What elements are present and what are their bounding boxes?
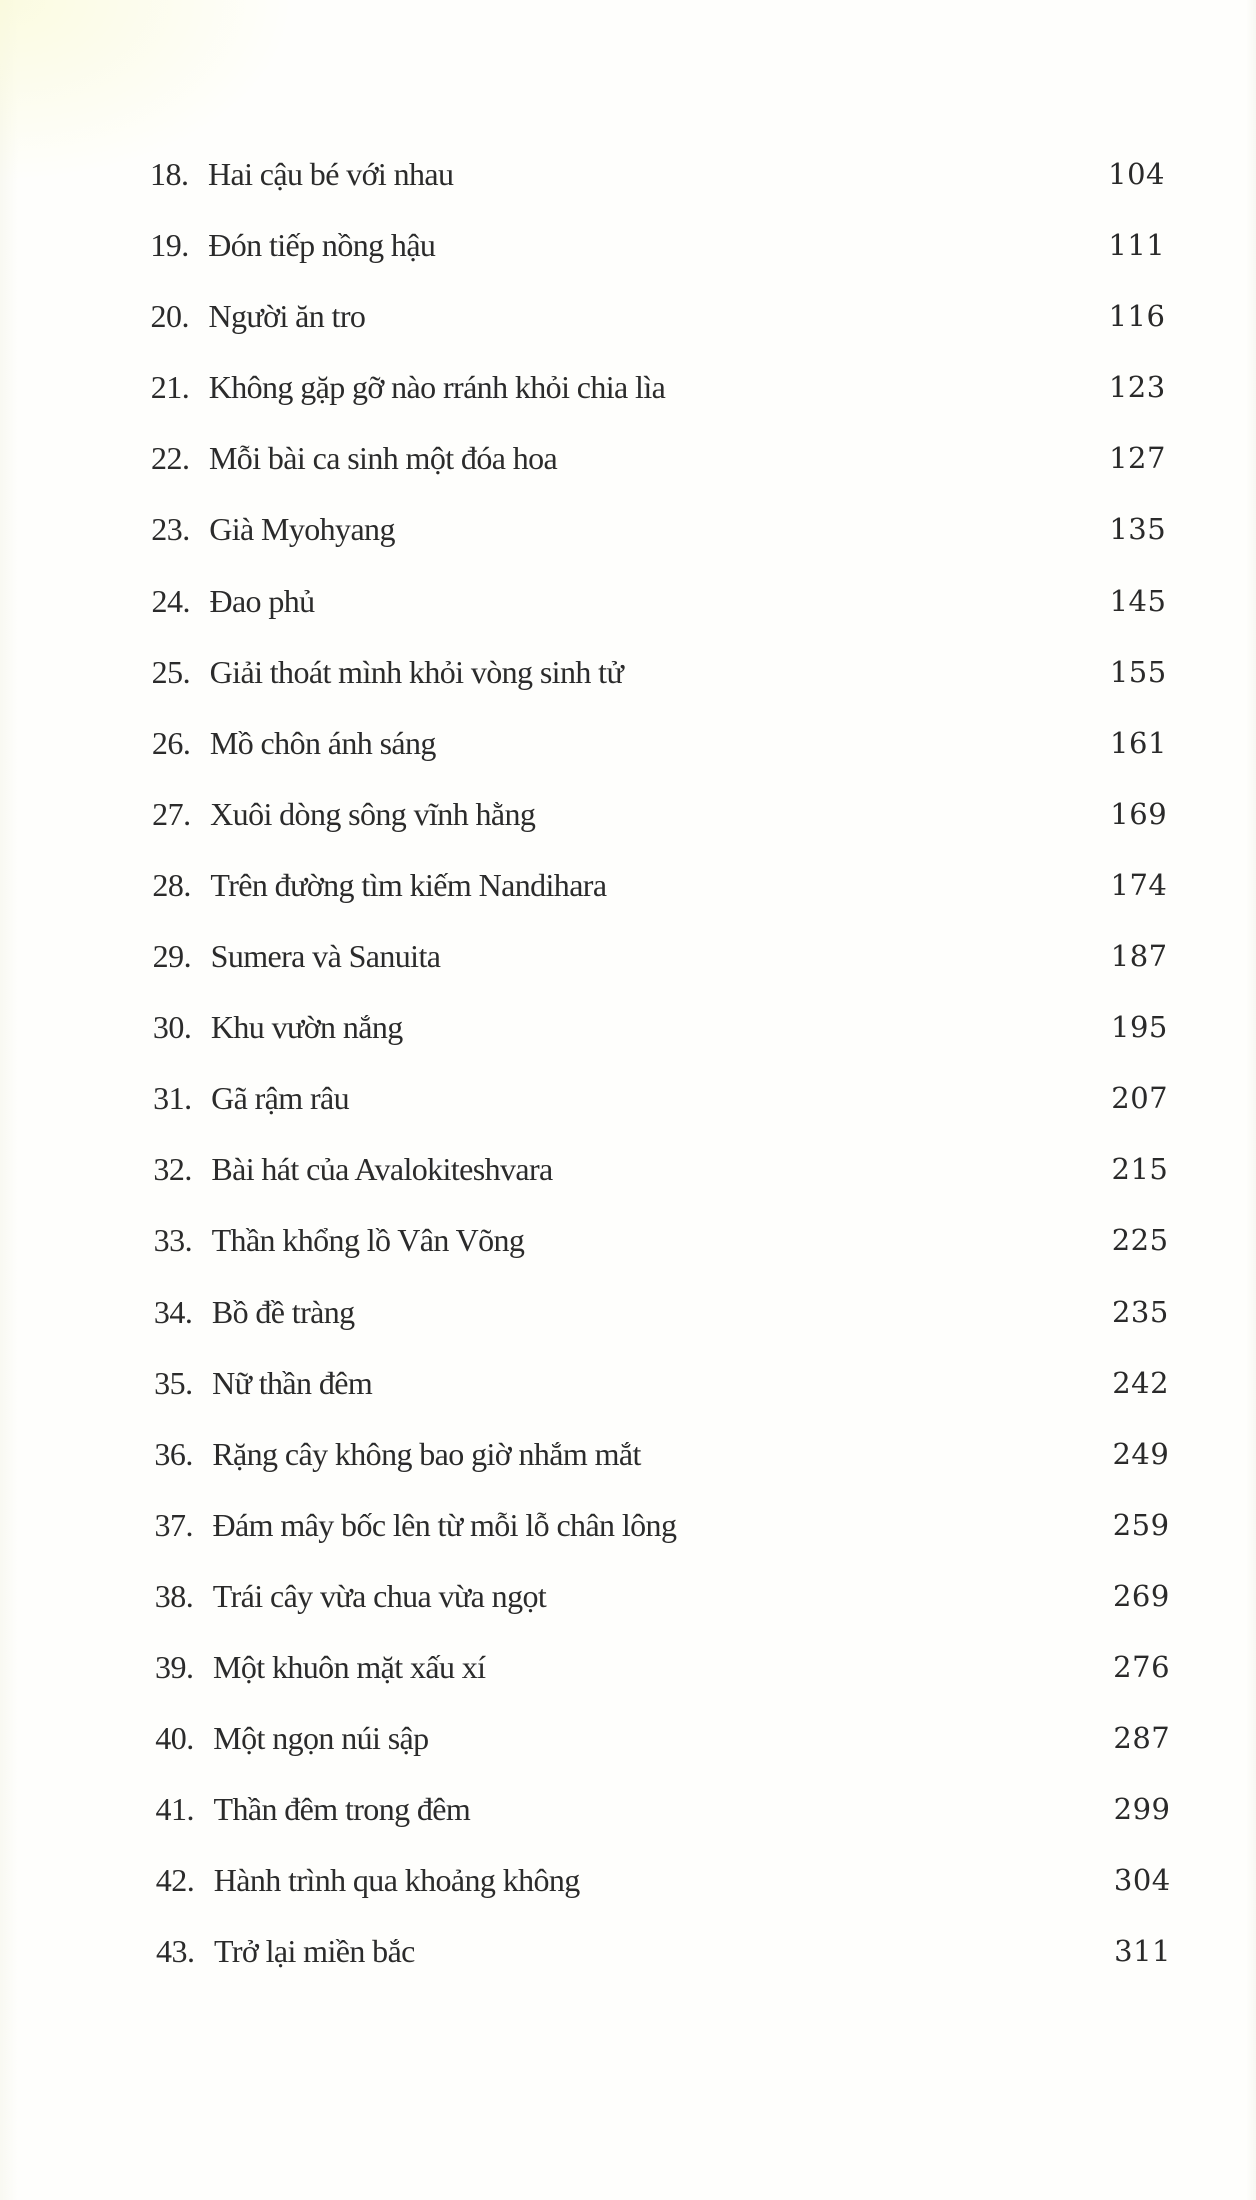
chapter-number: 27. [152, 795, 191, 832]
page-number: 116 [1108, 299, 1166, 334]
toc-entry [154, 1216, 1169, 1287]
chapter-number: 37. [154, 1506, 194, 1543]
page-number: 225 [1111, 1223, 1169, 1258]
page-number: 174 [1110, 867, 1168, 902]
chapter-number: 26. [151, 724, 191, 761]
chapter-title: Trên đường tìm kiếm Nandihara [210, 866, 607, 903]
chapter-title: Sumera và Sanuita [210, 938, 441, 975]
toc-entry [150, 150, 1165, 221]
chapter-title: Xuôi dòng sông vĩnh hằng [210, 795, 536, 832]
chapter-title: Đao phủ [209, 582, 315, 619]
page-number: 311 [1114, 1934, 1171, 1969]
chapter-number: 36. [154, 1435, 193, 1472]
chapter-number: 24. [151, 582, 190, 619]
toc-entry [156, 1785, 1171, 1856]
page-number: 235 [1111, 1294, 1169, 1329]
chapter-number: 34. [153, 1293, 193, 1330]
toc-entry [152, 861, 1167, 932]
chapter-title: Hai cậu bé với nhau [208, 156, 454, 192]
chapter-number: 35. [154, 1364, 193, 1401]
chapter-title: Trở lại miền bắc [214, 1933, 415, 1970]
chapter-title: Khu vườn nắng [210, 1009, 403, 1046]
chapter-title: Một khuôn mặt xấu xí [213, 1648, 486, 1685]
page-number: 304 [1113, 1863, 1171, 1898]
chapter-title: Không gặp gỡ nào rránh khỏi chia lìa [208, 369, 666, 406]
toc-entry [150, 292, 1165, 363]
toc-entry [153, 1145, 1168, 1216]
chapter-title: Trái cây vừa chua vừa ngọt [212, 1577, 547, 1614]
toc-entry [151, 577, 1166, 648]
toc-entry [155, 1714, 1170, 1785]
chapter-title: Đón tiếp nồng hậu [208, 227, 436, 264]
chapter-title: Mồ chôn ánh sáng [209, 724, 436, 761]
page-number: 145 [1109, 583, 1167, 618]
chapter-title: Mỗi bài ca sinh một đóa hoa [208, 440, 558, 477]
chapter-title: Gã rậm râu [211, 1080, 350, 1117]
chapter-number: 43. [156, 1933, 195, 1970]
chapter-title: Rặng cây không bao giờ nhắm mắt [212, 1435, 641, 1472]
toc-entry [152, 719, 1167, 790]
page-number: 187 [1110, 939, 1168, 974]
chapter-title: Thần đêm trong đêm [213, 1791, 471, 1828]
chapter-title: Thần khổng lồ Vân Võng [211, 1222, 525, 1259]
toc-entry [155, 1572, 1170, 1643]
chapter-title: Đám mây bốc lên từ mỗi lỗ chân lông [212, 1506, 677, 1543]
toc-entry [156, 1856, 1171, 1927]
chapter-title: Nữ thần đêm [212, 1364, 373, 1401]
chapter-title: Bồ đề tràng [211, 1293, 355, 1330]
toc-entry [154, 1288, 1169, 1359]
chapter-number: 39. [155, 1648, 194, 1685]
toc-entry [153, 1074, 1168, 1145]
chapter-number: 25. [151, 653, 191, 690]
chapter-title: Già Myohyang [209, 511, 395, 548]
toc-entry [156, 1927, 1171, 1998]
page-number: 111 [1108, 228, 1166, 263]
page-number: 161 [1110, 725, 1167, 760]
page-number: 249 [1112, 1436, 1170, 1471]
page-number: 155 [1109, 654, 1167, 689]
chapter-number: 38. [154, 1577, 194, 1614]
chapter-number: 33. [153, 1222, 193, 1259]
page-number: 276 [1113, 1649, 1171, 1684]
chapter-title: Người ăn tro [208, 298, 366, 335]
page-number: 104 [1108, 157, 1165, 191]
chapter-number: 42. [155, 1862, 195, 1899]
toc-entry [151, 363, 1166, 434]
page-number: 299 [1113, 1792, 1171, 1827]
chapter-number: 19. [150, 227, 189, 264]
toc-entry [154, 1430, 1169, 1501]
chapter-number: 22. [150, 440, 190, 477]
chapter-number: 21. [150, 369, 190, 406]
page-number: 207 [1111, 1081, 1169, 1116]
chapter-number: 32. [153, 1151, 192, 1188]
page-number: 269 [1112, 1578, 1170, 1613]
page-number: 259 [1112, 1507, 1170, 1542]
chapter-number: 18. [150, 156, 189, 192]
chapter-title: Một ngọn núi sập [213, 1720, 429, 1757]
toc-entry [151, 434, 1166, 505]
page-number: 127 [1109, 441, 1166, 476]
toc-entry [153, 932, 1168, 1003]
page-number: 287 [1113, 1721, 1171, 1756]
toc-entry [152, 790, 1167, 861]
toc-entry [155, 1643, 1170, 1714]
toc-entry [153, 1003, 1168, 1074]
toc-entry [150, 221, 1165, 292]
page-number: 215 [1111, 1152, 1169, 1187]
chapter-number: 20. [150, 298, 189, 335]
chapter-number: 29. [152, 938, 192, 975]
page-number: 123 [1108, 370, 1166, 405]
chapter-number: 31. [153, 1080, 192, 1117]
chapter-number: 23. [151, 511, 190, 548]
page-number: 242 [1112, 1365, 1170, 1400]
toc-entry [151, 505, 1166, 576]
chapter-number: 40. [155, 1720, 194, 1757]
toc-entry [152, 648, 1167, 719]
toc-entry [154, 1359, 1169, 1430]
table-of-contents [150, 150, 1171, 1998]
chapter-number: 41. [155, 1791, 195, 1828]
chapter-number: 28. [152, 866, 191, 903]
chapter-title: Hành trình qua khoảng không [213, 1862, 580, 1899]
chapter-title: Bài hát của Avalokiteshvara [211, 1151, 553, 1188]
chapter-number: 30. [152, 1009, 192, 1046]
page-number: 169 [1110, 796, 1168, 831]
chapter-title: Giải thoát mình khỏi vòng sinh tử [209, 653, 624, 690]
page-number: 135 [1109, 512, 1167, 547]
page-number: 195 [1111, 1010, 1168, 1045]
toc-entry [155, 1501, 1170, 1572]
